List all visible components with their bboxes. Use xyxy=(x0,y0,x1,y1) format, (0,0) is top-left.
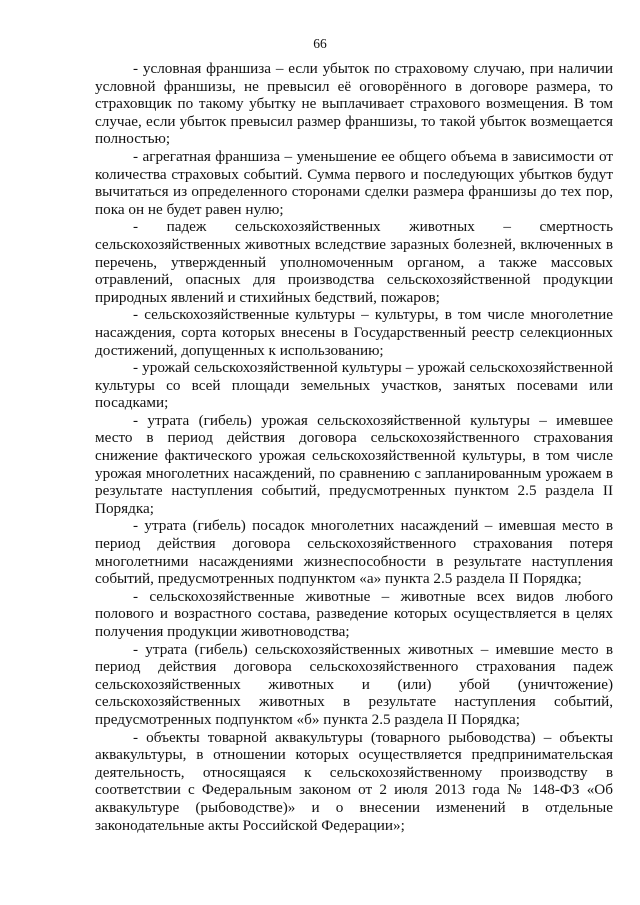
definition-crop-yield: - урожай сельскохозяйственной культуры – урожай сельскохозяйственной культуры со всей площади земельных участков, занятых посевами или посадками; xyxy=(95,359,613,412)
definition-crop-loss: - утрата (гибель) урожая сельскохозяйственной культуры – имевшее место в период действия договора сельскохозяйственного страхования снижение фактического урожая сельскохозяйственной культуры, в том числе урожая многолетних насаждений, по сравнению с запланированным урожаем в результате наступления событий, предусмотренных пунктом 2.5 раздела II Порядка; xyxy=(95,411,613,517)
page-number: 66 xyxy=(313,36,327,51)
document-body xyxy=(95,60,613,834)
definition-farm-animals-loss: - утрата (гибель) сельскохозяйственных животных – имевшие место в период действия договора сельскохозяйственного страхования падеж сельскохозяйственных животных и (или) убой (уничтожение) сельскохозяйственных животных в результате наступления событий, предусмотренных подпунктом «б» пункта 2.5 раздела II Порядка; xyxy=(95,640,613,728)
definition-livestock-mortality: - падеж сельскохозяйственных животных – смертность сельскохозяйственных животных вследствие заразных болезней, включенных в перечень, утвержденный уполномоченным органом, а также массовых отравлений, опасных для производства сельскохозяйственной продукции природных явлений и стихийных бедствий, пожаров; xyxy=(95,218,613,306)
definition-aggregate-deductible: - агрегатная франшиза – уменьшение ее общего объема в зависимости от количества страховых событий. Сумма первого и последующих убытков будут вычитаться из определенного сторонами сделки размера франшизы до тех пор, пока он не будет равен нулю; xyxy=(95,147,613,218)
definition-agricultural-crops: - сельскохозяйственные культуры – культуры, в том числе многолетние насаждения, сорта которых внесены в Государственный реестр селекционных достижений, допущенных к использованию; xyxy=(95,306,613,359)
definition-conditional-deductible: - условная франшиза – если убыток по страховому случаю, при наличии условной франшизы, не превысил её оговорённого в договоре размера, то страховщик по такому убытку не выплачивает страхового возмещения. В том случае, если убыток превысил размер франшизы, то такой убыток возмещается полностью; xyxy=(95,60,613,148)
definition-farm-animals: - сельскохозяйственные животные – животные всех видов любого полового и возрастного состава, разведение которых осуществляется в целях получения продукции животноводства; xyxy=(95,587,613,640)
definition-perennial-plantings-loss: - утрата (гибель) посадок многолетних насаждений – имевшая место в период действия договора сельскохозяйственного страхования потеря многолетними насаждениями жизнеспособности в результате наступления событий, предусмотренных подпунктом «а» пункта 2.5 раздела II Порядка; xyxy=(95,517,613,588)
definition-commercial-aquaculture: - объекты товарной аквакультуры (товарного рыбоводства) – объекты аквакультуры, в отношении которых осуществляется предпринимательская деятельность, относящаяся к сельскохозяйственному производству в соответствии с Федеральным законом от 2 июля 2013 года № 148-ФЗ «Об аквакультуре (рыбоводстве)» и о внесении изменений в отдельные законодательные акты Российской Федерации»; xyxy=(95,728,613,834)
